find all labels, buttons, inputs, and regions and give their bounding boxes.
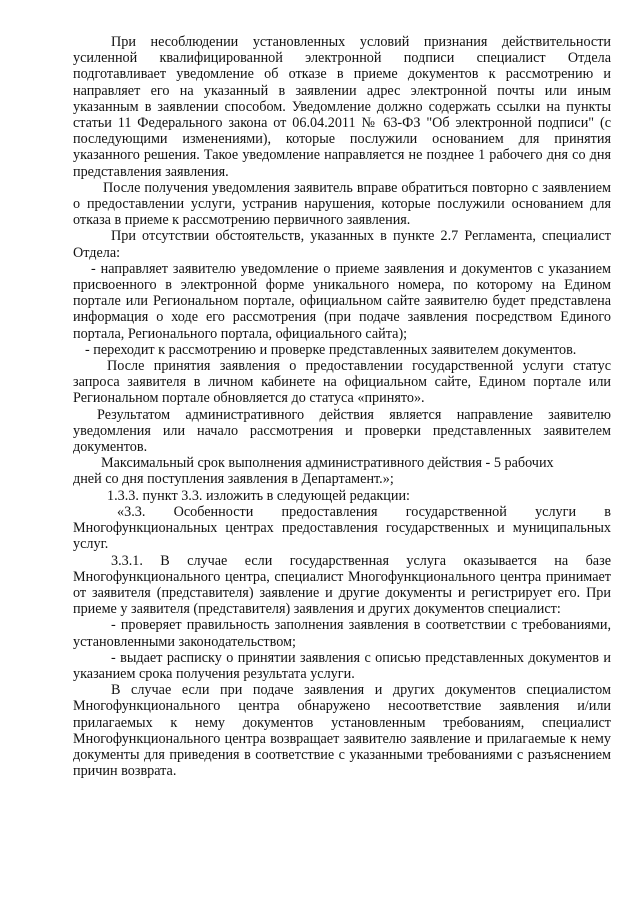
paragraph-mismatch-return: В случае если при подаче заявления и других документов специалистом Многофункционального центра обнаружено несоответствие заявления и/или прилагаемых к нему документов установленным требованиям, специалист Многофункционального центра возвращает заявителю заявление и прилагаемые к нему документы для приведения в соответствие с указанными требованиями с разъяснением причин возврата. bbox=[73, 682, 611, 780]
paragraph-status-accepted: После принятия заявления о предоставлении государственной услуги статус запроса заявителя в личном кабинете на официальном сайте, Едином портале или Региональном портале обновляется до статуса «принято». bbox=[73, 358, 611, 407]
list-item-issue-receipt: - выдает расписку о принятии заявления с описью представленных документов и указанием срока получения результата услуги. bbox=[73, 649, 611, 682]
paragraph-item-1-3-3: 1.3.3. пункт 3.3. изложить в следующей редакции: bbox=[107, 487, 410, 504]
paragraph-no-circumstances: При отсутствии обстоятельств, указанных в пункте 2.7 Регламента, специалист Отдела: bbox=[73, 228, 611, 261]
list-item-review-documents: - переходит к рассмотрению и проверке представленных заявителем документов. bbox=[85, 341, 577, 358]
paragraph-section-3-3-title: «3.3. Особенности предоставления государственной услуги в Многофункциональных центрах предоставления государственных и муниципальных услуг. bbox=[73, 503, 611, 553]
paragraph-action-result: Результатом административного действия является направление заявителю уведомления или начало рассмотрения и проверки представленных заявителем документов. bbox=[73, 406, 611, 456]
paragraph-3-3-1: 3.3.1. В случае если государственная услуга оказывается на базе Многофункционального центра, специалист Многофункционального центра принимает от заявителя (представителя) заявление и другие документы и регистрирует его. При приеме у заявителя (представителя) заявления и других документов специалист: bbox=[73, 552, 611, 618]
document-page bbox=[73, 34, 611, 779]
list-item-check-filling: - проверяет правильность заполнения заявления в соответствии с требованиями, установленными законодательством; bbox=[73, 617, 611, 650]
paragraph-signature-invalid: При несоблюдении установленных условий признания действительности усиленной квалифицированной электронной подписи специалист Отдела подготавливает уведомление об отказе в приеме документов к рассмотрению и направляет его на указанный в заявлении адрес электронной почты или иным указанным в заявлении способом. Уведомление должно содержать ссылки на пункты статьи 11 Федерального закона от 06.04.2011 № 63-ФЗ "Об электронной подписи" (с последующими изменениями), которые послужили основанием для принятия указанного решения. Такое уведомление направляется не позднее 1 рабочего дня со дня представления заявления. bbox=[73, 34, 611, 180]
paragraph-max-term: Максимальный срок выполнения административного действия - 5 рабочих дней со дня поступления заявления в Департамент.»; bbox=[73, 455, 554, 488]
list-item-send-notification: - направляет заявителю уведомление о приеме заявления и документов с указанием присвоенного в электронной форме уникального номера, по которому на Едином портале или Региональном портале, официальном сайте заявителю будет представлена информация о ходе его рассмотрения (при подаче заявления посредством Единого портала, Регионального портала, официального сайта); bbox=[73, 260, 611, 342]
paragraph-repeat-application: После получения уведомления заявитель вправе обратиться повторно с заявлением о предоставлении услуги, устранив нарушения, которые послужили основанием для отказа в приеме к рассмотрению первичного заявления. bbox=[73, 179, 611, 229]
